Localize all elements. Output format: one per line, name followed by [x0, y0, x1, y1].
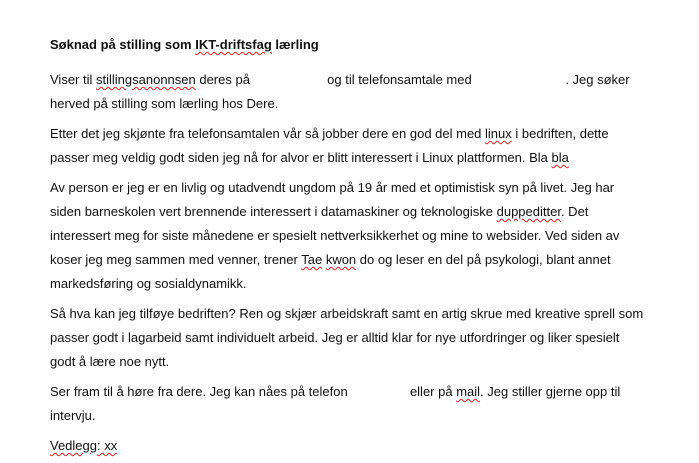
text-run: og til telefonsamtale med [323, 72, 476, 87]
document-title [50, 35, 669, 54]
spelling-error: duppeditter [496, 204, 561, 219]
paragraph-about-me [50, 176, 648, 296]
spelling-error: Vedlegg [50, 438, 97, 453]
text-run: Etter det jeg skjønte fra telefonsamtalen vår så jobber dere en god del med [50, 126, 486, 141]
text-run: deres på [195, 72, 254, 87]
paragraph-contact [50, 380, 648, 428]
text-run: . Jeg søker herved på stilling som lærling hos Dere. [50, 72, 630, 111]
text-run: Ser fram til å høre fra dere. Jeg kan nåes på telefon [50, 384, 352, 399]
paragraph-attachments [50, 434, 648, 458]
paragraph-contribution: Så hva kan jeg tilføye bedriften? Ren og skjær arbeidskraft samt en artig skrue med kreative sprell som passer godt i lagarbeid samt individuelt arbeid. Jeg er alltid klar for nye utfordringer og liker spesielt godt å lære noe nytt. [50, 306, 644, 369]
text-run: . Jeg stiller gjerne opp til intervju. [50, 384, 621, 423]
text-run: Viser til [50, 72, 96, 87]
spelling-error: Tae [301, 252, 323, 267]
spelling-error: kwon [325, 252, 357, 267]
text-run: i bedriften, dette passer meg veldig godt siden jeg nå for alvor er blitt interessert i Linux plattformen. Bla [50, 126, 609, 165]
text-run: eller på [406, 384, 457, 399]
spelling-error: stillingsanonnsen [96, 72, 196, 87]
title-text: lærling [271, 37, 319, 52]
paragraph-linux [50, 122, 648, 170]
title-text: Søknad på stilling som [50, 37, 196, 52]
spelling-error: bla [551, 150, 569, 165]
text-run: . Det interessert meg for siste månedene er spesielt nettverksikkerhet og mine to websider. Ved siden av koser jeg meg sammen med venner, trener [50, 204, 620, 267]
text-run: do og leser en del på psykologi, blant annet markedsføring og sosialdynamikk. [50, 252, 611, 291]
text-run: Av person er jeg er en livlig og utadvendt ungdom på 19 år med et optimistisk syn på livet. Jeg har siden barneskolen vert brennende interessert i datamaskiner og teknologiske [50, 180, 615, 219]
spelling-error: mail [456, 384, 481, 399]
spelling-error: linux [485, 126, 512, 141]
spelling-error: : xx [97, 438, 118, 453]
paragraph-intro [50, 68, 648, 116]
spelling-error: IKT-driftsfag [195, 37, 272, 52]
